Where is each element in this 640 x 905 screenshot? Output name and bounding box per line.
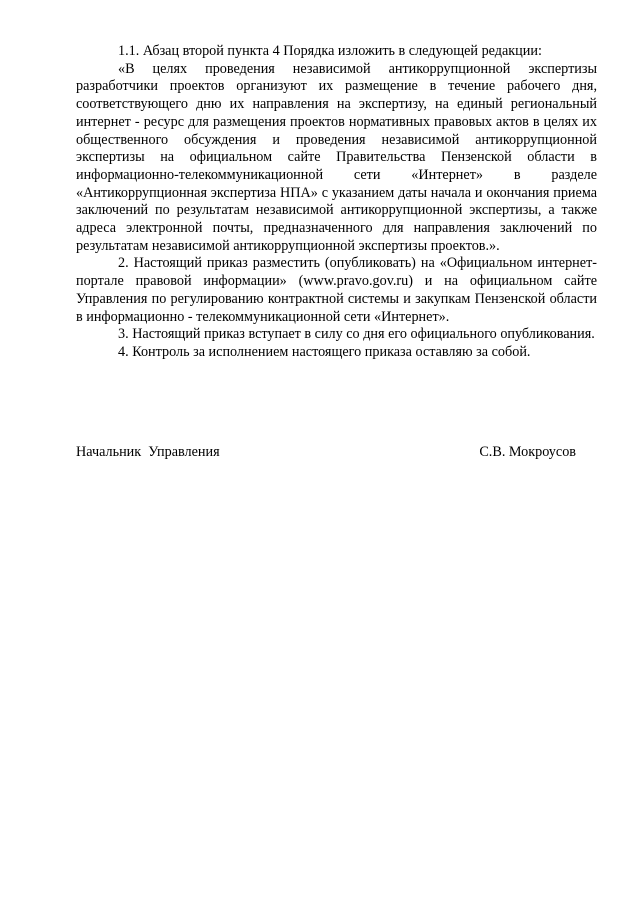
paragraph-3-effective-date: 3. Настоящий приказ вступает в силу со дня его официального опубликования. [118,326,595,343]
paragraph-quoted-amendment: «В целях проведения независимой антикоррупционной экспертизы разработчики проектов организуют их размещение в течение рабочего дня, соответствующего дню их направления на экспертизу, на единый региональный интернет - ресурс для размещения проектов нормативных правовых актов в целях их общественного обсуждения и проведения независимой антикоррупционной экспертизы на официальном сайте Правительства Пензенской области в информационно-телекоммуникационной сети «Интернет» в разделе «Антикоррупционная экспертиза НПА» с указанием даты начала и окончания приема заключений по результатам независимой антикоррупционной экспертизы, а также адреса электронной почты, предназначенного для направления заключений по результатам независимой антикоррупционной экспертизы проектов.». [76,60,597,254]
document-body [76,43,597,362]
signatory-position: Начальник Управления [76,444,220,460]
paragraph-2-publication: 2. Настоящий приказ разместить (опубликовать) на «Официальном интернет-портале правовой информации» (www.pravo.gov.ru) и на официальном сайте Управления по регулированию контрактной системы и закупкам Пензенской области в информационно - телекоммуникационной сети «Интернет». [76,255,597,325]
signatory-name: С.В. Мокроусов [479,444,576,460]
paragraph-1-1: 1.1. Абзац второй пункта 4 Порядка изложить в следующей редакции: [118,43,542,59]
paragraph-4-control: 4. Контроль за исполнением настоящего приказа оставляю за собой. [118,343,531,360]
